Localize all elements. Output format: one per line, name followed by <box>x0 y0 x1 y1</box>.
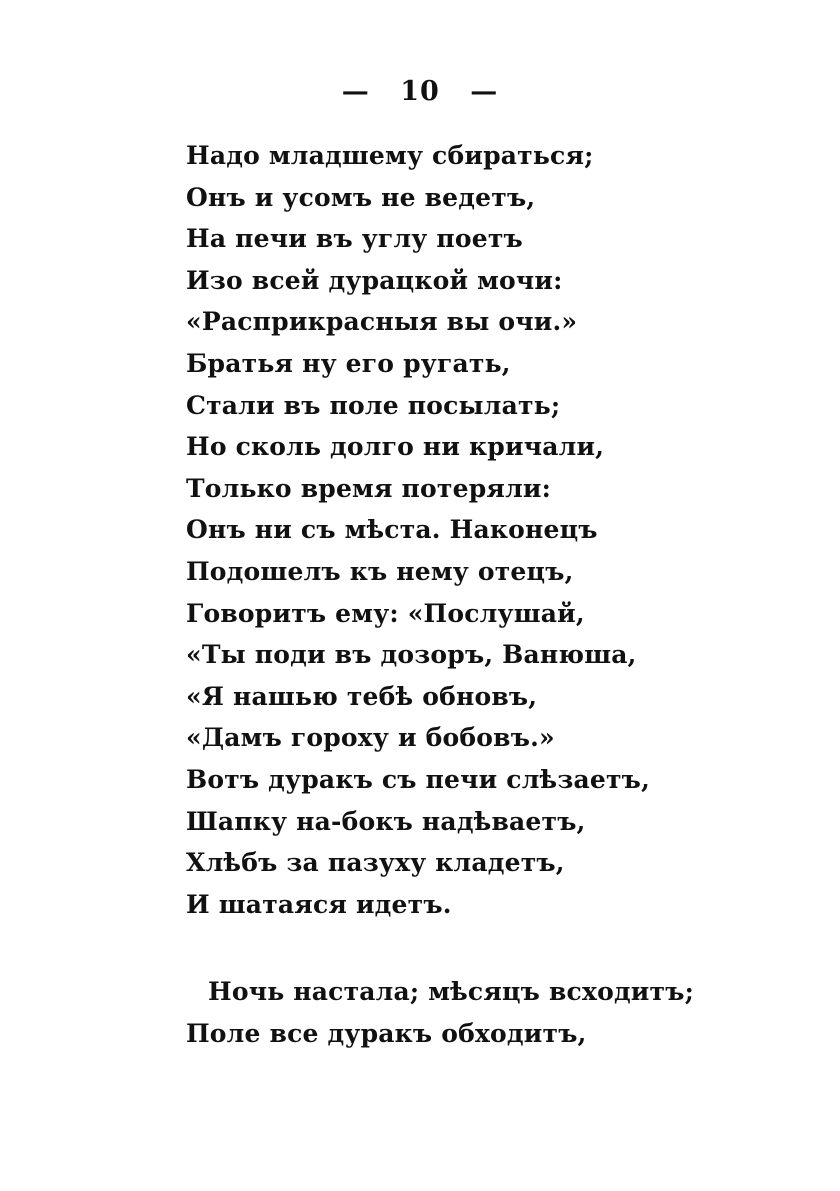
verse-line: Надо младшему сбираться; <box>186 141 594 170</box>
verse-line: Но сколь долго ни кричали, <box>186 432 605 462</box>
verse-line: Шапку на-бокъ надѣваетъ, <box>186 806 586 836</box>
verse-line: «Ты поди въ дозоръ, Ванюша, <box>186 640 637 670</box>
verse-line: На печи въ углу поетъ <box>186 224 523 254</box>
verse-line: Изо всей дурацкой мочи: <box>186 265 563 295</box>
verse-line: Подошелъ къ нему отецъ, <box>186 556 574 586</box>
verse-line: Онъ и усомъ не ведетъ, <box>186 182 536 212</box>
verse-line: Стали въ поле посылать; <box>186 390 561 420</box>
stanza-1 <box>186 135 650 925</box>
verse-line: Братья ну его ругать, <box>186 348 511 378</box>
verse-line: И шатаяся идетъ. <box>186 889 452 919</box>
verse-line: Хлѣбъ за пазуху кладетъ, <box>186 848 565 878</box>
verse-line: Онъ ни съ мѣста. Наконецъ <box>186 515 598 545</box>
stanza-2 <box>186 971 694 1054</box>
page-number <box>0 76 840 107</box>
verse-line: Вотъ дуракъ съ печи слѣзаетъ, <box>186 764 650 794</box>
verse-line: Поле все дуракъ обходитъ, <box>186 1018 587 1048</box>
verse-line: «Дамъ гороху и бобовъ.» <box>186 723 555 753</box>
page-number-value: 10 <box>400 76 440 107</box>
verse-line: «Расприкрасныя вы очи.» <box>186 307 578 337</box>
page-number-dash-left: — <box>341 76 370 107</box>
verse-line: Только время потеряли: <box>186 473 552 503</box>
verse-line: Ночь настала; мѣсяцъ всходитъ; <box>208 977 695 1006</box>
verse-line: «Я нашью тебѣ обновъ, <box>186 681 538 711</box>
page-number-dash-right: — <box>470 76 499 107</box>
verse-line: Говоритъ ему: «Послушай, <box>186 598 585 628</box>
